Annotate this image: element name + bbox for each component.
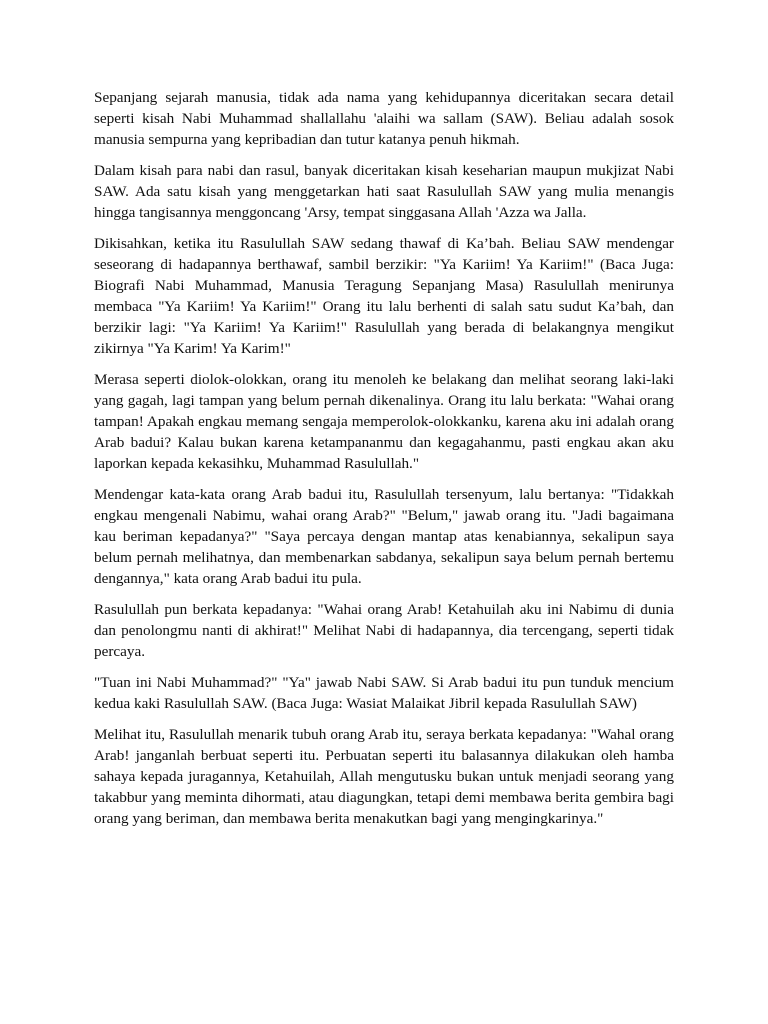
paragraph-6: Rasulullah pun berkata kepadanya: "Wahai orang Arab! Ketahuilah aku ini Nabimu di dunia dan penolongmu nanti di akhirat!" Melihat Nabi di hadapannya, dia tercengang, seperti tidak percaya. (94, 601, 674, 660)
document-body (94, 87, 674, 839)
paragraph-7: "Tuan ini Nabi Muhammad?" "Ya" jawab Nabi SAW. Si Arab badui itu pun tunduk mencium kedua kaki Rasulullah SAW. (Baca Juga: Wasiat Malaikat Jibril kepada Rasulullah SAW) (94, 674, 674, 712)
paragraph-3: Dikisahkan, ketika itu Rasulullah SAW sedang thawaf di Ka’bah. Beliau SAW mendengar seseorang di hadapannya berthawaf, sambil berzikir: "Ya Kariim! Ya Kariim!" (Baca Juga: Biografi Nabi Muhammad, Manusia Teragung Sepanjang Masa) Rasulullah menirunya membaca "Ya Kariim! Ya Kariim!" Orang itu lalu berhenti di salah satu sudut Ka’bah, dan berzikir lagi: "Ya Kariim! Ya Kariim!" Rasulullah yang berada di belakangnya mengikut zikirnya "Ya Karim! Ya Karim!" (94, 235, 674, 357)
paragraph-8: Melihat itu, Rasulullah menarik tubuh orang Arab itu, seraya berkata kepadanya: "Wahal orang Arab! janganlah berbuat seperti itu. Perbuatan seperti itu balasannya dilakukan oleh hamba sahaya kepada juragannya, Ketahuilah, Allah mengutusku bukan untuk menjadi seorang yang takabbur yang meminta dihormati, atau diagungkan, tetapi demi membawa berita gembira bagi orang yang beriman, dan membawa berita menakutkan bagi yang mengingkarinya." (94, 726, 674, 827)
paragraph-4: Merasa seperti diolok-olokkan, orang itu menoleh ke belakang dan melihat seorang laki-laki yang gagah, lagi tampan yang belum pernah dikenalinya. Orang itu lalu berkata: "Wahai orang tampan! Apakah engkau memang sengaja memperolok-olokkanku, karena aku ini adalah orang Arab badui? Kalau bukan karena ketampananmu dan kegagahanmu, pasti engkau akan aku laporkan kepada kekasihku, Muhammad Rasulullah." (94, 371, 674, 472)
paragraph-2: Dalam kisah para nabi dan rasul, banyak diceritakan kisah keseharian maupun mukjizat Nabi SAW. Ada satu kisah yang menggetarkan hati saat Rasulullah SAW yang mulia menangis hingga tangisannya menggoncang 'Arsy, tempat singgasana Allah 'Azza wa Jalla. (94, 162, 674, 221)
paragraph-5: Mendengar kata-kata orang Arab badui itu, Rasulullah tersenyum, lalu bertanya: "Tidakkah engkau mengenali Nabimu, wahai orang Arab?" "Belum," jawab orang itu. "Jadi bagaimana kau beriman kepadanya?" "Saya percaya dengan mantap atas kenabiannya, sekalipun saya belum pernah melihatnya, dan membenarkan sabdanya, sekalipun saya belum pernah bertemu dengannya," kata orang Arab badui itu pula. (94, 486, 674, 587)
paragraph-1: Sepanjang sejarah manusia, tidak ada nama yang kehidupannya diceritakan secara detail seperti kisah Nabi Muhammad shallallahu 'alaihi wa sallam (SAW). Beliau adalah sosok manusia sempurna yang kepribadian dan tutur katanya penuh hikmah. (94, 89, 674, 148)
